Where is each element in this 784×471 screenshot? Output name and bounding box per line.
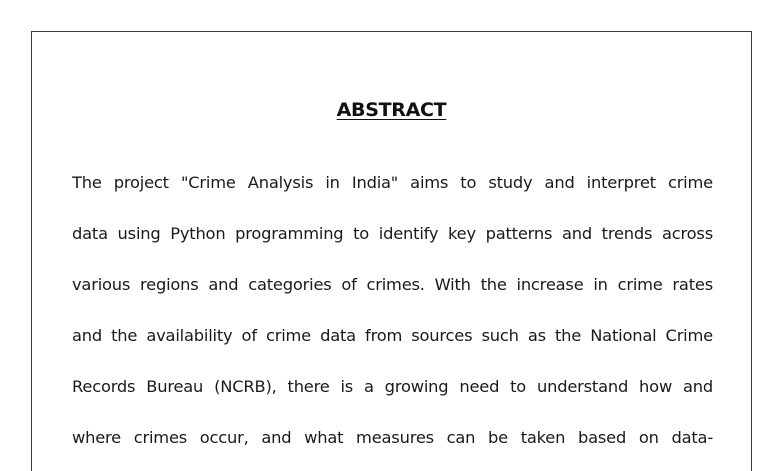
body-line-5: Records Bureau (NCRB), there is a growing need to understand how and [72,377,713,396]
body-line-2: data using Python programming to identify key patterns and trends across [72,224,713,243]
body-line-3: various regions and categories of crimes. With the increase in crime rates [72,275,713,294]
body-line-4: and the availability of crime data from sources such as the National Crime [72,326,713,345]
abstract-heading: ABSTRACT [336,99,447,121]
abstract-body [72,168,713,471]
document-page [31,31,752,471]
body-line-6: where crimes occur, and what measures can be taken based on data- [72,428,713,447]
body-line-1: The project "Crime Analysis in India" aims to study and interpret crime [72,173,713,192]
